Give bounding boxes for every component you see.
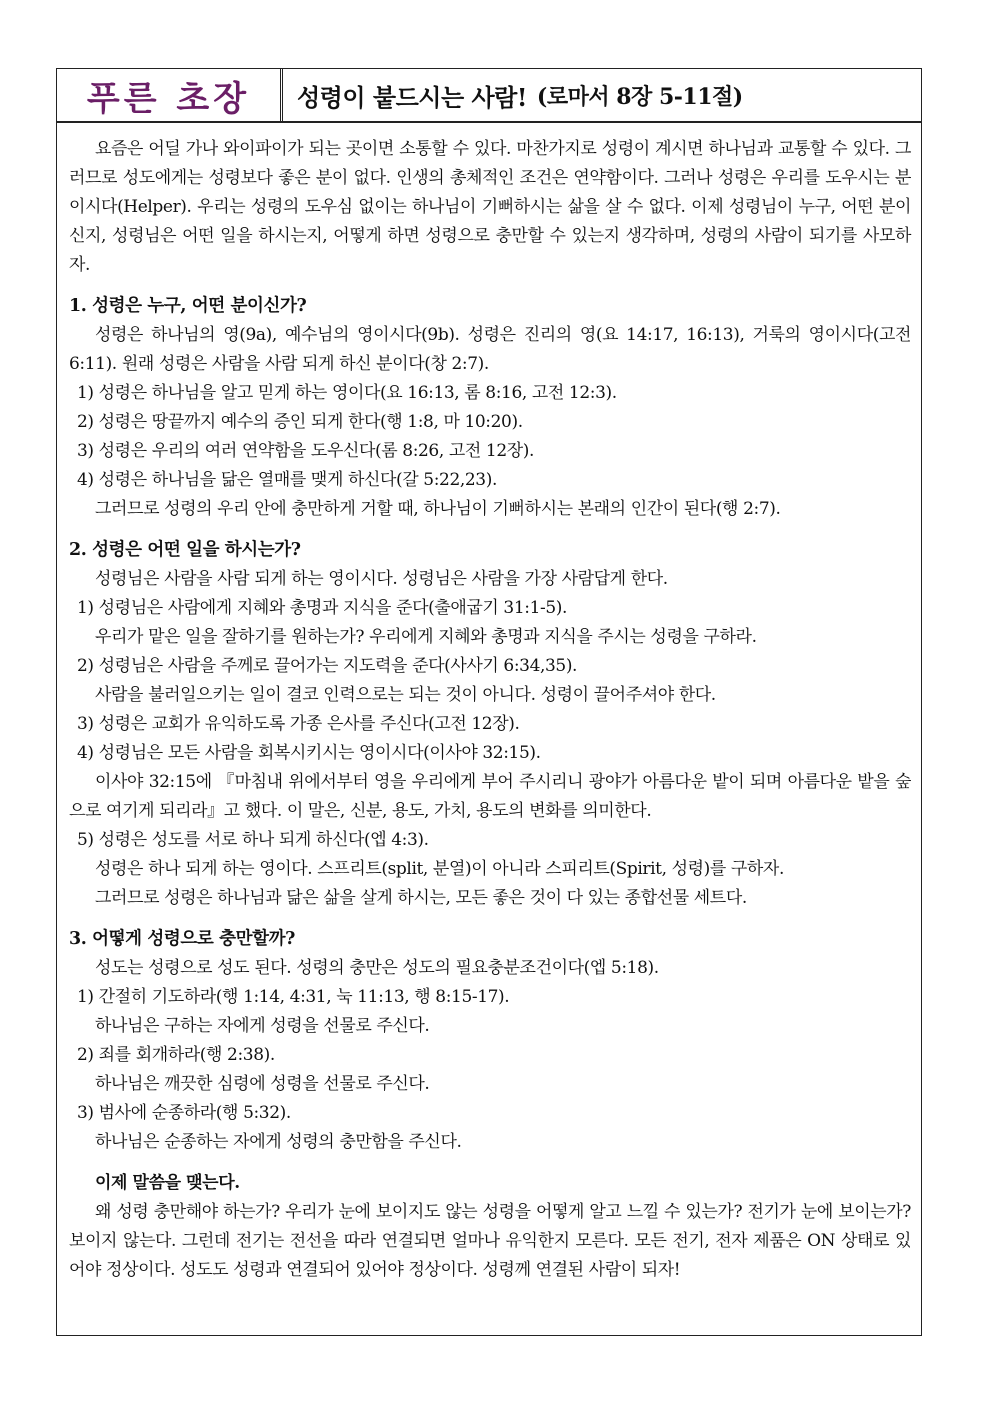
section-2-close: 그러므로 성령은 하나님과 닮은 삶을 살게 하시는, 모든 좋은 것이 다 있는 종합선물 세트다. xyxy=(95,888,747,908)
section-2-item-2-note: 사람을 불러일으키는 일이 결코 인력으로는 되는 것이 아니다. 성령이 끌어주셔야 한다. xyxy=(95,685,716,705)
conclusion-paragraph: 왜 성령 충만해야 하는가? 우리가 눈에 보이지도 않는 성령을 어떻게 알고 느낄 수 있는가? 전기가 눈에 보이는가? 보이지 않는다. 그런데 전기는 전선을 따라 연결되면 얼마나 유익한지 모른다. 모든 전기, 전자 제품은 ON 상태로 있어야 정상이다. 성도도 성령과 연결되어 있어야 정상이다. 성령께 연결된 사람이 되자! xyxy=(69,1202,911,1280)
section-3-item-2: 2) 죄를 회개하라(행 2:38). xyxy=(77,1045,275,1065)
section-1-heading: 1. 성령은 누구, 어떤 분이신가? xyxy=(69,296,307,316)
section-2-item-5: 5) 성령은 성도를 서로 하나 되게 하신다(엡 4:3). xyxy=(77,830,429,850)
section-3-item-3-note: 하나님은 순종하는 자에게 성령의 충만함을 주신다. xyxy=(95,1132,462,1152)
section-1-item-3: 3) 성령은 우리의 여러 연약함을 도우신다(롬 8:26, 고전 12장). xyxy=(77,441,534,461)
sermon-body xyxy=(69,135,911,1285)
section-3-item-1-note: 하나님은 구하는 자에게 성령을 선물로 주신다. xyxy=(95,1016,430,1036)
section-1-intro: 성령은 하나님의 영(9a), 예수님의 영이시다(9b). 성령은 진리의 영(요 14:17, 16:13), 거룩의 영이시다(고전 6:11). 원래 성령은 사람을 사람 되게 하신 분이다(창 2:7). xyxy=(69,325,911,374)
bulletin-frame xyxy=(56,68,922,1336)
section-2-heading: 2. 성령은 어떤 일을 하시는가? xyxy=(69,540,301,560)
sermon-title-text: 성령이 붙드시는 사람! xyxy=(297,82,527,112)
section-1-item-1: 1) 성령은 하나님을 알고 믿게 하는 영이다(요 16:13, 롬 8:16, 고전 12:3). xyxy=(77,383,617,403)
section-2-intro: 성령님은 사람을 사람 되게 하는 영이시다. 성령님은 사람을 가장 사람답게 한다. xyxy=(95,569,668,589)
section-1-close: 그러므로 성령의 우리 안에 충만하게 거할 때, 하나님이 기뻐하시는 본래의 인간이 된다(행 2:7). xyxy=(95,499,781,519)
section-3-item-2-note: 하나님은 깨끗한 심령에 성령을 선물로 주신다. xyxy=(95,1074,430,1094)
section-2-item-5-note: 성령은 하나 되게 하는 영이다. 스프리트(split, 분열)이 아니라 스피리트(Spirit, 성령)를 구하자. xyxy=(95,859,784,879)
section-2-item-4-note: 이사야 32:15에 『마침내 위에서부터 영을 우리에게 부어 주시리니 광야가 아름다운 밭이 되며 아름다운 밭을 숲으로 여기게 되리라』고 했다. 이 말은, 신분, 용도, 가치, 용도의 변화를 의미한다. xyxy=(69,772,911,821)
section-3-heading: 3. 어떻게 성령으로 충만할까? xyxy=(69,929,295,949)
section-3-item-3: 3) 범사에 순종하라(행 5:32). xyxy=(77,1103,291,1123)
section-2-item-1: 1) 성령님은 사람에게 지혜와 총명과 지식을 준다(출애굽기 31:1-5). xyxy=(77,598,567,618)
section-2-item-4: 4) 성령님은 모든 사람을 회복시키시는 영이시다(이사야 32:15). xyxy=(77,743,541,763)
conclusion-heading: 이제 말씀을 맺는다. xyxy=(95,1173,240,1193)
sermon-title xyxy=(283,69,921,121)
header xyxy=(57,69,921,123)
section-3-item-1: 1) 간절히 기도하라(행 1:14, 4:31, 눅 11:13, 행 8:15-17). xyxy=(77,987,510,1007)
section-3-intro: 성도는 성령으로 성도 된다. 성령의 충만은 성도의 필요충분조건이다(엡 5:18). xyxy=(95,958,659,978)
section-2-item-1-note: 우리가 맡은 일을 잘하기를 원하는가? 우리에게 지혜와 총명과 지식을 주시는 성령을 구하라. xyxy=(95,627,757,647)
column-brand: 푸른 초장 xyxy=(57,69,283,121)
section-2-item-2: 2) 성령님은 사람을 주께로 끌어가는 지도력을 준다(사사기 6:34,35). xyxy=(77,656,578,676)
scripture-reference: (로마서 8장 5-11절) xyxy=(536,83,743,110)
section-1-item-4: 4) 성령은 하나님을 닮은 열매를 맺게 하신다(갈 5:22,23). xyxy=(77,470,497,490)
section-1-item-2: 2) 성령은 땅끝까지 예수의 증인 되게 한다(행 1:8, 마 10:20). xyxy=(77,412,523,432)
section-2-item-3: 3) 성령은 교회가 유익하도록 가종 은사를 주신다(고전 12장). xyxy=(77,714,520,734)
intro-paragraph: 요즘은 어딜 가나 와이파이가 되는 곳이면 소통할 수 있다. 마찬가지로 성령이 계시면 하나님과 교통할 수 있다. 그러므로 성도에게는 성령보다 좋은 분이 없다. 인생의 총체적인 조건은 연약함이다. 그러나 성령은 우리를 도우시는 분이시다(Helper). 우리는 성령의 도우심 없이는 하나님이 기뻐하시는 삶을 살 수 없다. 이제 성령님이 누구, 어떤 분이신지, 성령님은 어떤 일을 하시는지, 어떻게 하면 성령으로 충만할 수 있는지 생각하며, 성령의 사람이 되기를 사모하자. xyxy=(69,139,911,275)
